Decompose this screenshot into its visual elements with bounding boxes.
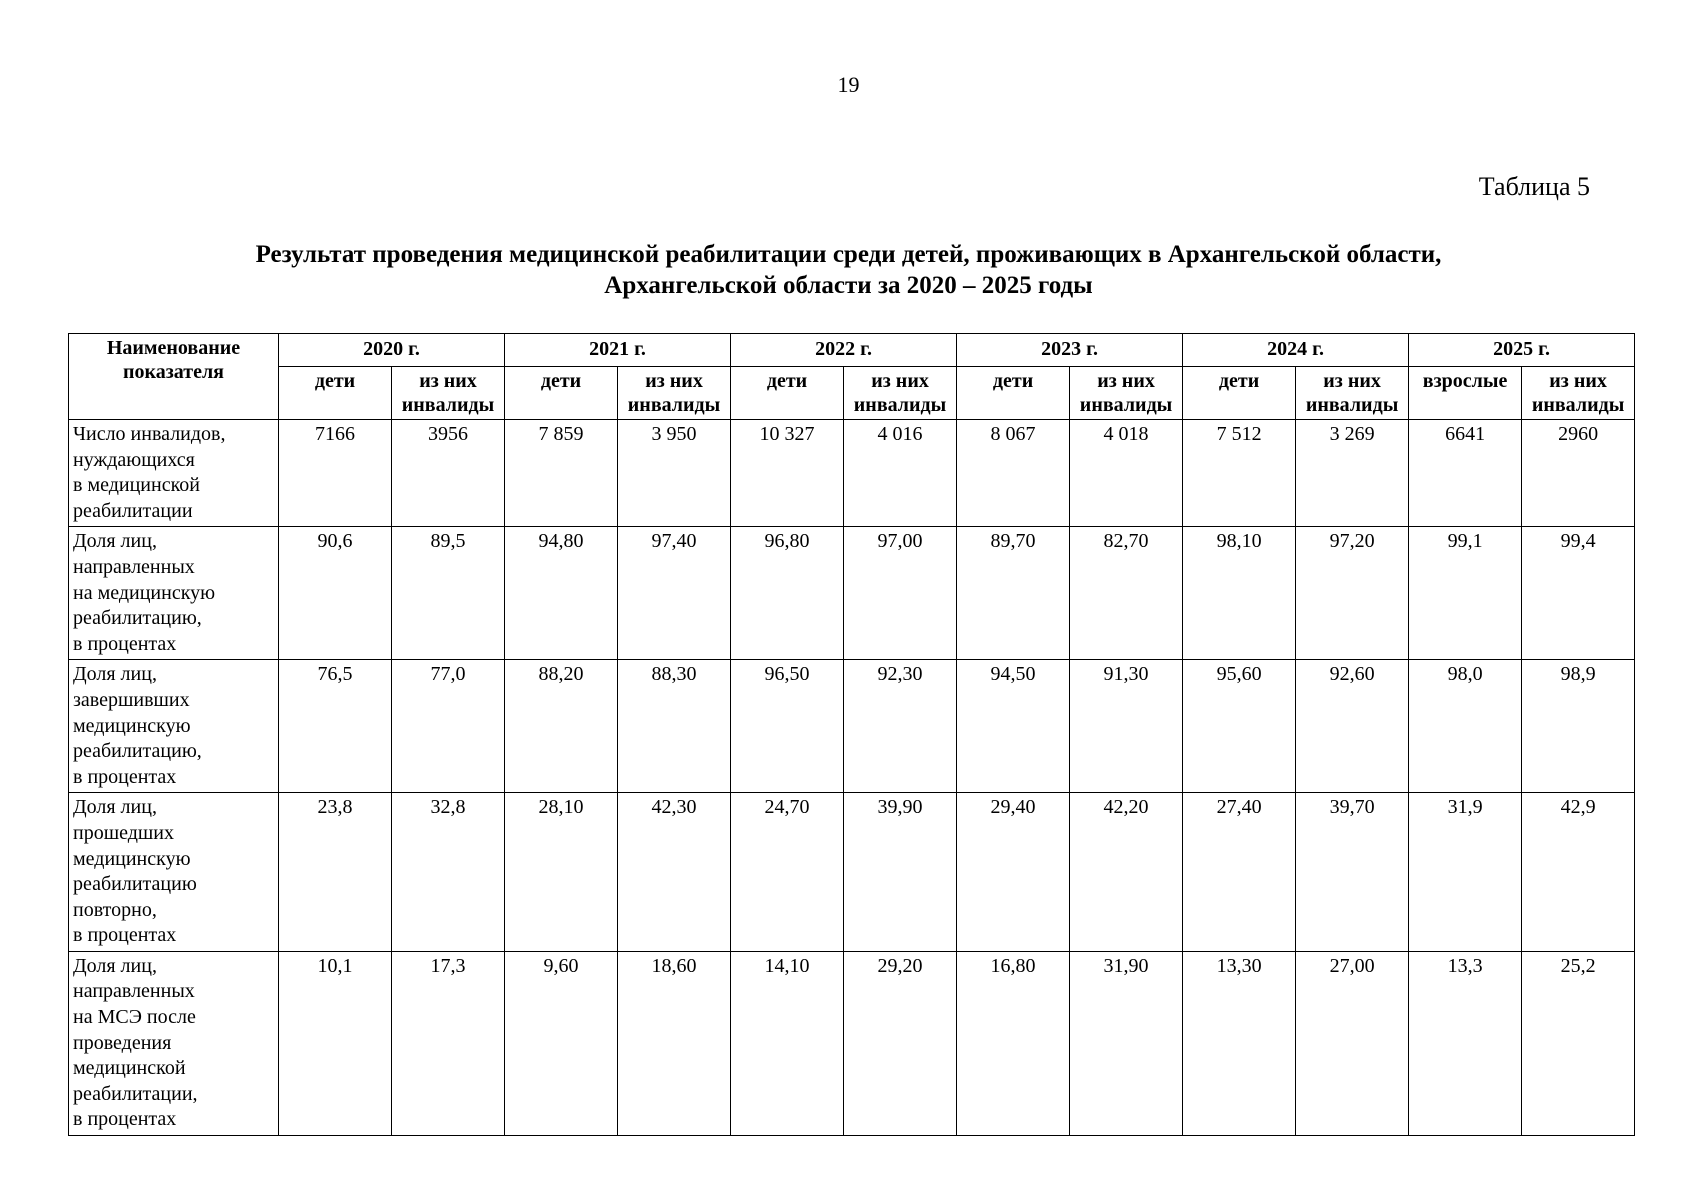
table-row [69, 660, 1635, 793]
table-cell: 31,90 [1070, 951, 1183, 1135]
table-cell: 39,70 [1296, 793, 1409, 952]
table-cell: 32,8 [392, 793, 505, 952]
row-label: Доля лиц, прошедших медицинскую реабилитацию повторно, в процентах [69, 793, 279, 952]
table-cell: 31,9 [1409, 793, 1522, 952]
sub-header: из них инвалиды [1070, 367, 1183, 420]
table-cell: 89,70 [957, 527, 1070, 660]
table-title [0, 239, 1697, 301]
table-cell: 29,40 [957, 793, 1070, 952]
table-cell: 29,20 [844, 951, 957, 1135]
table-row [69, 951, 1635, 1135]
table-cell: 94,50 [957, 660, 1070, 793]
indicator-name-header: Наименование показателя [69, 334, 279, 420]
table-cell: 91,30 [1070, 660, 1183, 793]
table-cell: 16,80 [957, 951, 1070, 1135]
year-header: 2020 г. [279, 334, 505, 367]
row-label: Доля лиц, направленных на МСЭ после проведения медицинской реабилитации, в процентах [69, 951, 279, 1135]
table-cell: 27,00 [1296, 951, 1409, 1135]
table-cell: 7166 [279, 420, 392, 527]
table-cell: 17,3 [392, 951, 505, 1135]
table-cell: 90,6 [279, 527, 392, 660]
table-row [69, 527, 1635, 660]
table-cell: 4 016 [844, 420, 957, 527]
table-cell: 3956 [392, 420, 505, 527]
table-cell: 42,20 [1070, 793, 1183, 952]
table-cell: 7 512 [1183, 420, 1296, 527]
table-row [69, 420, 1635, 527]
table-cell: 97,20 [1296, 527, 1409, 660]
table-cell: 28,10 [505, 793, 618, 952]
table-row [69, 793, 1635, 952]
table-cell: 95,60 [1183, 660, 1296, 793]
table-cell: 98,10 [1183, 527, 1296, 660]
table-cell: 10,1 [279, 951, 392, 1135]
sub-header: дети [1183, 367, 1296, 420]
sub-header: из них инвалиды [1522, 367, 1635, 420]
year-header: 2023 г. [957, 334, 1183, 367]
table-cell: 8 067 [957, 420, 1070, 527]
table-cell: 96,50 [731, 660, 844, 793]
year-header: 2024 г. [1183, 334, 1409, 367]
sub-header: из них инвалиды [618, 367, 731, 420]
table-cell: 98,9 [1522, 660, 1635, 793]
sub-header: дети [957, 367, 1070, 420]
table-title-line-1: Результат проведения медицинской реабилитации среди детей, проживающих в Архангельской области, [255, 241, 1442, 268]
sub-header-row [69, 367, 1635, 420]
table-cell: 3 269 [1296, 420, 1409, 527]
sub-header: дети [731, 367, 844, 420]
year-header: 2022 г. [731, 334, 957, 367]
sub-header: из них инвалиды [844, 367, 957, 420]
sub-header: дети [279, 367, 392, 420]
row-label: Число инвалидов, нуждающихся в медицинской реабилитации [69, 420, 279, 527]
table-cell: 76,5 [279, 660, 392, 793]
table-cell: 25,2 [1522, 951, 1635, 1135]
table-cell: 42,9 [1522, 793, 1635, 952]
table-cell: 89,5 [392, 527, 505, 660]
table-cell: 23,8 [279, 793, 392, 952]
row-label: Доля лиц, направленных на медицинскую реабилитацию, в процентах [69, 527, 279, 660]
row-label: Доля лиц, завершивших медицинскую реабилитацию, в процентах [69, 660, 279, 793]
table-cell: 88,20 [505, 660, 618, 793]
table-cell: 98,0 [1409, 660, 1522, 793]
sub-header: из них инвалиды [392, 367, 505, 420]
table-cell: 94,80 [505, 527, 618, 660]
sub-header: из них инвалиды [1296, 367, 1409, 420]
table-cell: 9,60 [505, 951, 618, 1135]
table-cell: 99,1 [1409, 527, 1522, 660]
year-header: 2021 г. [505, 334, 731, 367]
year-header: 2025 г. [1409, 334, 1635, 367]
table-cell: 88,30 [618, 660, 731, 793]
table-cell: 10 327 [731, 420, 844, 527]
table-cell: 96,80 [731, 527, 844, 660]
table-cell: 39,90 [844, 793, 957, 952]
year-header-row [69, 334, 1635, 367]
table-cell: 97,00 [844, 527, 957, 660]
table-cell: 3 950 [618, 420, 731, 527]
table-cell: 24,70 [731, 793, 844, 952]
table-cell: 18,60 [618, 951, 731, 1135]
table-cell: 82,70 [1070, 527, 1183, 660]
table-cell: 42,30 [618, 793, 731, 952]
table-cell: 27,40 [1183, 793, 1296, 952]
table-cell: 4 018 [1070, 420, 1183, 527]
table-cell: 92,60 [1296, 660, 1409, 793]
table-cell: 92,30 [844, 660, 957, 793]
table-cell: 97,40 [618, 527, 731, 660]
table-title-line-2: Архангельской области за 2020 – 2025 годы [604, 272, 1093, 299]
sub-header: взрослые [1409, 367, 1522, 420]
data-table [68, 333, 1635, 1136]
table-label: Таблица 5 [1478, 172, 1590, 201]
sub-header: дети [505, 367, 618, 420]
table-cell: 2960 [1522, 420, 1635, 527]
table-cell: 13,3 [1409, 951, 1522, 1135]
table-cell: 99,4 [1522, 527, 1635, 660]
table-cell: 13,30 [1183, 951, 1296, 1135]
page-number: 19 [837, 72, 860, 97]
table-cell: 7 859 [505, 420, 618, 527]
table-cell: 6641 [1409, 420, 1522, 527]
table-cell: 77,0 [392, 660, 505, 793]
table-cell: 14,10 [731, 951, 844, 1135]
